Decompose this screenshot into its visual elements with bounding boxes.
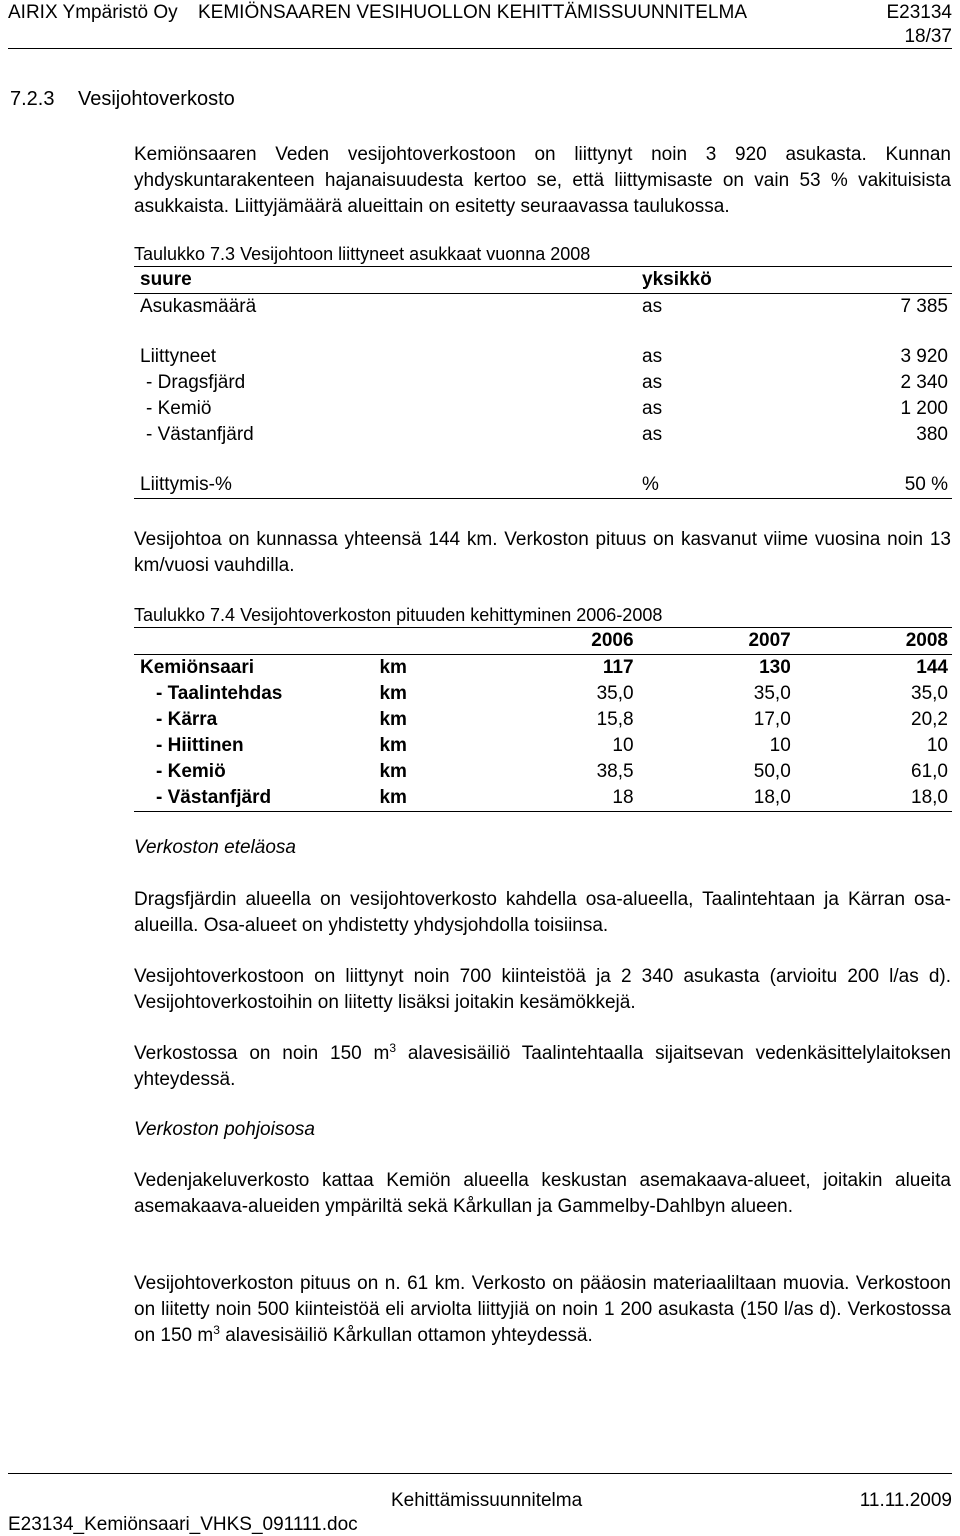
table-row — [134, 294, 952, 321]
paragraph-south-3-text-b: alavesisäiliö Taalintehtaalla sijaitsevan vedenkäsittelylaitoksen yhteydessä. — [134, 1043, 951, 1090]
table-cell: - Kärra — [156, 709, 218, 730]
table-cell: 20,2 — [911, 709, 948, 730]
table-cell: 1 200 — [900, 398, 948, 419]
table-header-cell: suure — [134, 267, 638, 294]
table-cell: - Västanfjärd — [134, 785, 375, 812]
table-cell: Asukasmäärä — [140, 296, 257, 317]
table-cell: 18,0 — [638, 785, 795, 812]
table-cell: as — [642, 346, 663, 367]
table-header-cell: 2006 — [480, 628, 637, 655]
footer-document-type: Kehittämissuunnitelma — [391, 1490, 583, 1511]
table-cell: 10 — [769, 735, 791, 756]
table-cell: 10 — [612, 735, 634, 756]
table2-caption: Taulukko 7.4 Vesijohtoverkoston pituuden kehittyminen 2006-2008 — [134, 605, 663, 625]
table-row — [134, 396, 952, 422]
paragraph-network-length: Vesijohtoa on kunnassa yhteensä 144 km. Verkoston pituus on kasvanut viime vuosina noin 13 km/vuosi vauhdilla. — [134, 529, 951, 576]
section-title: Vesijohtoverkosto — [78, 88, 235, 110]
table-row — [134, 422, 952, 448]
table1-caption: Taulukko 7.3 Vesijohtoon liittyneet asukkaat vuonna 2008 — [134, 244, 591, 264]
paragraph-south-2: Vesijohtoverkostoon on liittynyt noin 700 kiinteistöä ja 2 340 asukasta (arvioitu 200 l/as d). Vesijohtoverkostoihin on liitetty lisäksi joitakin kesämökkejä. — [134, 966, 951, 1013]
table-header-row — [134, 628, 952, 655]
page-header — [8, 2, 952, 49]
table-cell: km — [379, 709, 407, 730]
footer-filename: E23134_Kemiönsaari_VHKS_091111.doc — [8, 1514, 358, 1535]
table-cell: km — [375, 785, 480, 812]
paragraph-south-3-text-a: Verkostossa on noin 150 m — [134, 1043, 390, 1064]
table-spacer-row — [134, 320, 952, 344]
table-cell: 38,5 — [596, 761, 634, 782]
table-cell: - Taalintehdas — [156, 683, 283, 704]
paragraph-south-3 — [134, 1041, 951, 1093]
table-cell: km — [379, 735, 407, 756]
paragraph-north-2-text-b: alavesisäiliö Kårkullan ottamon yhteydessä. — [219, 1325, 593, 1346]
table-cell: 3 920 — [900, 346, 948, 367]
table-row — [134, 733, 952, 759]
table-cell: as — [642, 398, 663, 419]
page-footer — [8, 1473, 952, 1534]
table-row — [134, 472, 952, 499]
table-row — [134, 759, 952, 785]
table-cell: 35,0 — [911, 683, 948, 704]
table-row — [134, 370, 952, 396]
table-header-cell: 2007 — [638, 628, 795, 655]
table-row — [134, 344, 952, 370]
paragraph-north-2 — [134, 1271, 951, 1349]
table-cell: - Kemiö — [156, 761, 226, 782]
table-connected-residents — [134, 266, 952, 499]
table-cell: - Hiittinen — [156, 735, 244, 756]
table-cell: as — [642, 424, 663, 445]
table-cell: Kemiönsaari — [140, 657, 255, 678]
subheading-south: Verkoston eteläosa — [134, 837, 296, 858]
section-heading — [10, 88, 235, 111]
superscript: 3 — [389, 1041, 397, 1055]
table-cell: % — [638, 472, 846, 499]
header-company: AIRIX Ympäristö Oy — [8, 2, 178, 23]
section-number: 7.2.3 — [10, 88, 55, 110]
table-row — [134, 681, 952, 707]
table-cell: 18 — [480, 785, 637, 812]
table-row — [134, 655, 952, 682]
table-cell: 35,0 — [753, 683, 791, 704]
header-project-code: E23134 — [886, 2, 952, 23]
paragraph-north-2-text-a: Vesijohtoverkoston pituus on n. 61 km. Verkosto on pääosin materiaaliltaan muovia. Verkostoon on liitetty noin 500 kiinteistöä eli arviolta liittyjiä on noin 1 200 asukasta (150 l/as d). Verkostossa on 150 m — [134, 1273, 951, 1346]
table-cell: 17,0 — [753, 709, 791, 730]
table-network-length — [134, 627, 952, 812]
footer-date: 11.11.2009 — [859, 1490, 952, 1511]
table-row — [134, 707, 952, 733]
paragraph-intro: Kemiönsaaren Veden vesijohtoverkostoon on liittynyt noin 3 920 asukasta. Kunnan yhdyskuntarakenteen hajanaisuudesta kertoo se, että liittymisaste on vain 53 % vakituisista asukkaista. Liittyjämäärä alueittain on esitetty seuraavassa taulukossa. — [134, 144, 951, 217]
table-cell: 50 % — [846, 472, 952, 499]
superscript: 3 — [213, 1323, 220, 1337]
table-header-cell: 2008 — [795, 628, 952, 655]
header-title: KEMIÖNSAAREN VESIHUOLLON KEHITTÄMISSUUNNITELMA — [198, 2, 747, 23]
table-cell: Liittymis-% — [134, 472, 638, 499]
table-cell: Liittyneet — [140, 346, 217, 367]
header-page-number: 18/37 — [904, 26, 952, 47]
table-cell: 2 340 — [900, 372, 948, 393]
table-cell: 15,8 — [596, 709, 634, 730]
table-cell: 117 — [602, 657, 634, 678]
subheading-north: Verkoston pohjoisosa — [134, 1119, 315, 1140]
table-cell: 61,0 — [911, 761, 948, 782]
table-spacer-row — [134, 448, 952, 472]
table-cell: 144 — [916, 657, 948, 678]
table-header-cell — [846, 267, 952, 294]
table-header-row — [134, 267, 952, 294]
table-cell: - Kemiö — [146, 398, 212, 419]
table-cell: 10 — [926, 735, 948, 756]
table-cell: - Dragsfjärd — [146, 372, 246, 393]
table-cell: as — [642, 372, 663, 393]
table-cell: km — [379, 683, 407, 704]
table-header-cell: yksikkö — [638, 267, 846, 294]
table-cell: km — [379, 761, 407, 782]
paragraph-south-1: Dragsfjärdin alueella on vesijohtoverkosto kahdella osa-alueella, Taalintehtaan ja Kärran osa-alueilla. Osa-alueet on yhdistetty yhdysjohdolla toisiinsa. — [134, 889, 951, 936]
paragraph-north-1: Vedenjakeluverkosto kattaa Kemiön alueella keskustan asemakaava-alueet, joitakin alueita asemakaava-alueiden ympäriltä sekä Kårkullan ja Gammelby-Dahlbyn alueen. — [134, 1170, 951, 1217]
table-cell: 7 385 — [900, 296, 948, 317]
table-cell: 50,0 — [753, 761, 791, 782]
table-cell: 130 — [759, 657, 791, 678]
table-cell: km — [379, 657, 407, 678]
table-row — [134, 785, 952, 812]
table-cell: as — [642, 296, 663, 317]
table-cell: 18,0 — [795, 785, 952, 812]
table-cell: 35,0 — [596, 683, 634, 704]
table-cell: 380 — [916, 424, 948, 445]
table-cell: - Västanfjärd — [146, 424, 254, 445]
